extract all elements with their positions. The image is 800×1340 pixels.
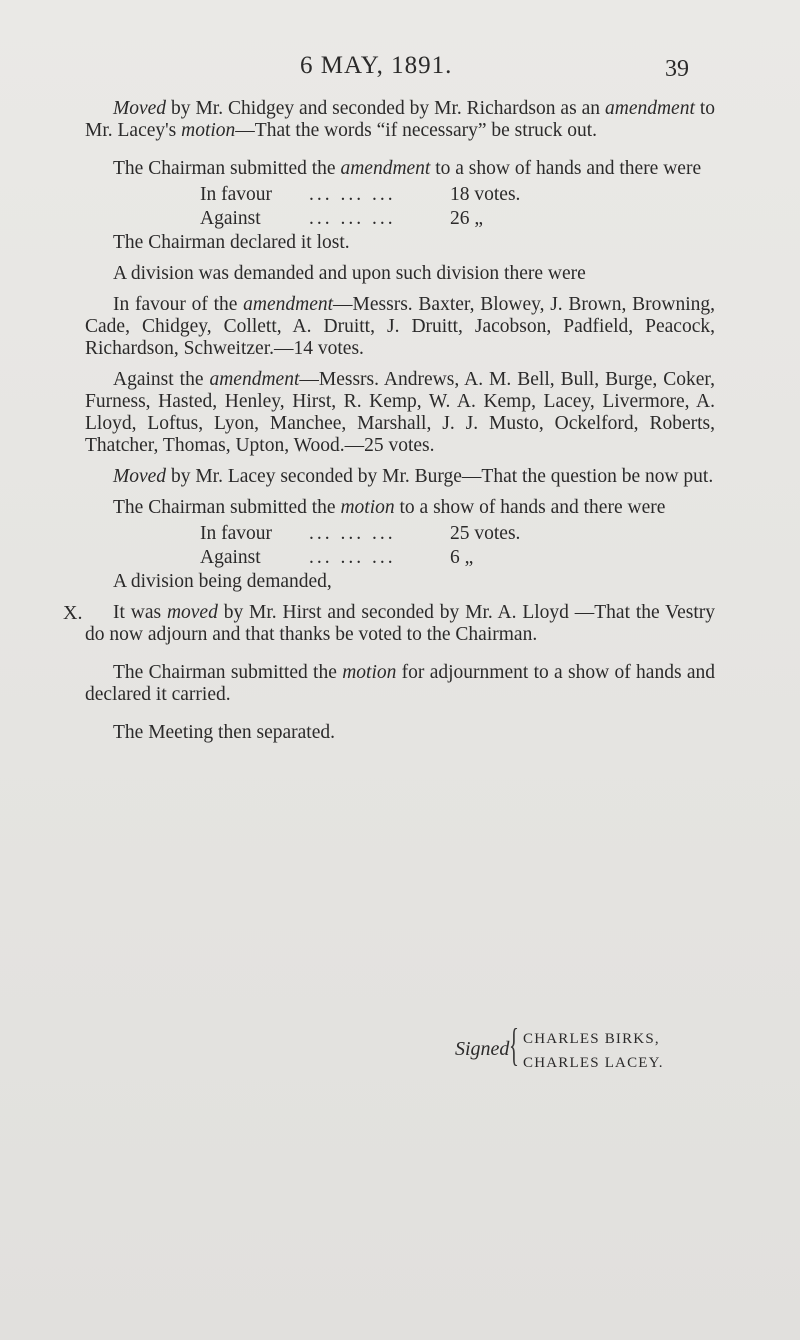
motion-word: motion [340, 497, 395, 518]
paragraph-amendment-moved [85, 98, 715, 142]
text-span: to a show of hands and there were [430, 158, 702, 179]
text-span: The Chairman submitted the [113, 497, 341, 518]
text-span: by Mr. Hirst and seconded by Mr. A. Lloyd —That the Vestry do now adjourn and that thanks be voted to the Chairman. [85, 602, 715, 645]
amendment-word: amendment [209, 369, 300, 390]
margin-mark: X. [63, 602, 83, 624]
text-span: The Chairman submitted the [113, 158, 341, 179]
vote-count: 26 „ [450, 208, 484, 229]
paragraph-show-of-hands-2 [85, 497, 715, 519]
running-head [0, 52, 800, 92]
text-span: Against the [113, 369, 210, 390]
brace-glyph: { [509, 1019, 519, 1070]
signature-name: CHARLES BIRKS, [523, 1031, 660, 1047]
amendment-word: amendment [243, 294, 334, 315]
text-span: by Mr. Chidgey and seconded by Mr. Richardson as an [166, 98, 605, 119]
text-span: by Mr. Lacey seconded by Mr. Burge—That the question be now put. [166, 466, 714, 487]
leader-dots: ... ... ... [309, 208, 396, 229]
signature-name: CHARLES LACEY. [523, 1055, 664, 1071]
vote-label: Against [200, 208, 261, 229]
paragraph-meeting-separated: The Meeting then separated. [113, 722, 335, 743]
paragraph-question-moved [85, 466, 715, 488]
vote-count: 25 votes. [450, 523, 521, 544]
amendment-word: amendment [340, 158, 431, 179]
text-span: to a show of hands and there were [394, 497, 666, 518]
paragraph-declared-lost: The Chairman declared it lost. [113, 232, 350, 253]
text-span: —Messrs. Andrews, A. M. Bell, Bull, Burge, Coker, Furness, Hasted, Henley, Hirst, R. Kemp, W. A. Kemp, Lacey, Livermore, A. Lloyd, Loftus, Lyon, Manchee, Marshall, J. J. Musto, Ockelford, Roberts, Thatcher, Thomas, Upton, Wood.—25 votes. [85, 369, 715, 456]
vote-count: 6 „ [450, 547, 474, 568]
text-span: to Mr. Lacey's [85, 98, 716, 141]
text-span: —That the words “if necessary” be struck out. [235, 120, 598, 141]
motion-word: motion [181, 120, 236, 141]
leader-dots: ... ... ... [309, 547, 396, 568]
vote-row-against-1 [85, 208, 715, 232]
moved-word: Moved [113, 98, 167, 119]
signed-label: Signed [455, 1038, 510, 1060]
vote-label: In favour [200, 523, 273, 544]
vote-label: Against [200, 547, 261, 568]
paragraph-division-demanded: A division was demanded and upon such division there were [113, 263, 586, 284]
text-span: The Chairman submitted the [113, 662, 343, 683]
paragraph-adjournment-carried [85, 662, 715, 706]
vote-count: 18 votes. [450, 184, 521, 205]
minutes-body [63, 98, 716, 744]
moved-word: moved [166, 602, 218, 623]
signature-block [455, 1019, 755, 1080]
text-span: for adjournment to a show of hands and declared it carried. [85, 662, 715, 705]
vote-row-favour-1 [85, 184, 715, 208]
paragraph-division-demanded-2: A division being demanded, [113, 571, 332, 592]
vote-row-against-2 [85, 547, 715, 571]
leader-dots: ... ... ... [309, 523, 396, 544]
text-span: It was [113, 602, 167, 623]
header-date: 6 MAY, 1891. [300, 52, 453, 79]
motion-word: motion [342, 662, 397, 683]
amendment-word: amendment [604, 98, 695, 119]
paragraph-against-list [85, 369, 715, 457]
page-number: 39 [665, 56, 689, 82]
text-span: —Messrs. Baxter, Blowey, J. Brown, Browning, Cade, Chidgey, Collett, A. Druitt, J. Druitt, Jacobson, Padfield, Peacock, Richardson, Schweitzer.—14 votes. [85, 294, 715, 359]
vote-label: In favour [200, 184, 273, 205]
moved-word: Moved [113, 466, 167, 487]
text-span: In favour of the [113, 294, 244, 315]
vote-row-favour-2 [85, 523, 715, 547]
paragraph-adjournment-moved [63, 602, 715, 646]
leader-dots: ... ... ... [309, 184, 396, 205]
paragraph-in-favour-list [85, 294, 715, 360]
paragraph-show-of-hands-1 [85, 158, 715, 180]
